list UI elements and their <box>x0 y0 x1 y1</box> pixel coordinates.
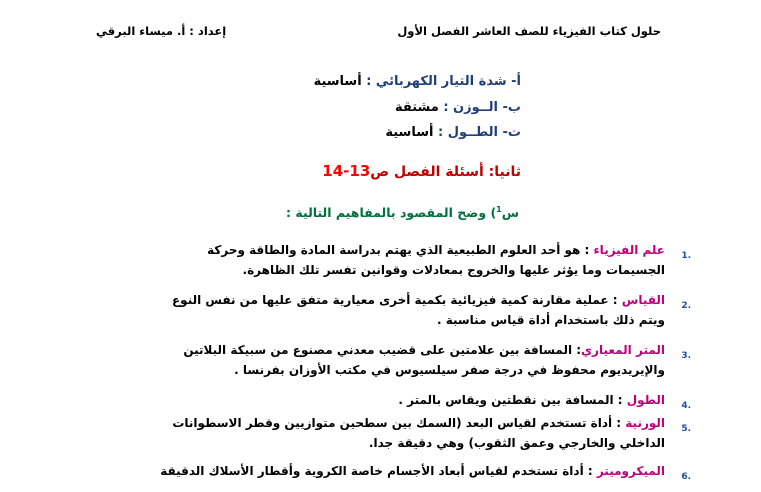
classification-line-2 <box>395 100 521 115</box>
item-number: .3 <box>681 351 691 361</box>
classification-label: أ- شدة التيار الكهربائي : <box>366 74 521 89</box>
item-line <box>100 461 665 481</box>
item-line <box>100 413 665 433</box>
item-line <box>100 340 665 360</box>
definition-item-3 <box>100 340 691 380</box>
item-line: الداخلي والخارجي وعمق الثقوب) وهي دقيقة جدا. <box>368 436 665 450</box>
item-text: : أداة تستخدم لقياس أبعاد الأجسام خاصة الكروية وأقطار الأسلاك الدقيقة <box>160 464 597 478</box>
question-prefix: س <box>501 205 519 221</box>
definition-item-4 <box>100 390 691 411</box>
definition-item-5 <box>100 413 691 453</box>
item-term: الطول <box>626 393 665 407</box>
item-term: الميكروميتر <box>596 464 665 478</box>
definition-item-1 <box>100 240 691 280</box>
question-number: 1 <box>496 205 502 214</box>
item-term: المتر المعياري <box>581 343 665 357</box>
classification-line-3 <box>385 125 521 140</box>
classification-label: ب- الــوزن : <box>443 100 521 115</box>
item-number: .6 <box>681 472 691 482</box>
definition-item-2 <box>100 290 691 330</box>
item-number: .1 <box>681 251 691 261</box>
item-number: .5 <box>681 424 691 434</box>
item-line <box>100 390 665 410</box>
section-two-title <box>322 162 521 180</box>
item-line <box>100 290 665 310</box>
document-header-author: إعداد : أ. ميساء البرقي <box>96 24 227 38</box>
question-text: ) وضح المقصود بالمفاهيم التالية : <box>286 205 497 221</box>
item-text: : المسافة بين علامتين على قضيب معدني مصنوع من سبيكة البلاتين <box>183 343 582 357</box>
item-number: .4 <box>681 401 691 411</box>
classification-value: مشتقة <box>394 100 444 115</box>
definition-item-6 <box>100 461 691 482</box>
section-two-pages: 13-14 <box>322 162 371 180</box>
classification-value: أساسية <box>385 125 438 140</box>
classification-label: ت- الطــول : <box>437 125 521 140</box>
item-text: : هو أحد العلوم الطبيعية الذي يهتم بدراسة المادة والطاقة وحركة <box>207 243 594 257</box>
document-header-title: حلول كتاب الفيزياء للصف العاشر الفصل الأول <box>397 24 661 38</box>
item-term: القياس <box>621 293 665 307</box>
item-line: ويتم ذلك باستخدام أداة قياس مناسبة . <box>436 313 665 327</box>
item-text: : أداة تستخدم لقياس البعد (السمك بين سطحين متوازيين وقطر الاسطوانات <box>172 416 626 430</box>
section-two-title-text: ثانيا: أسئلة الفصل ص <box>370 164 521 180</box>
item-line: الجسيمات وما يؤثر عليها والخروج بمعادلات وقوانين تفسر تلك الظاهرة. <box>242 263 665 277</box>
classification-line-1 <box>314 74 521 89</box>
item-text: : المسافة بين نقطتين ويقاس بالمتر . <box>398 393 627 407</box>
question-one <box>286 205 519 220</box>
classification-value: أساسية <box>313 74 367 89</box>
item-line: والإيريديوم محفوظ في درجة صفر سيلسيوس في مكتب الأوزان بفرنسا . <box>234 363 665 377</box>
item-term: علم الفيزياء <box>593 243 665 257</box>
item-term: الورنية <box>625 416 665 430</box>
item-number: .2 <box>681 301 691 311</box>
item-line <box>100 240 665 260</box>
item-text: : عملية مقارنة كمية فيزيائية بكمية أخرى معيارية متفق عليها من نفس النوع <box>171 293 622 307</box>
